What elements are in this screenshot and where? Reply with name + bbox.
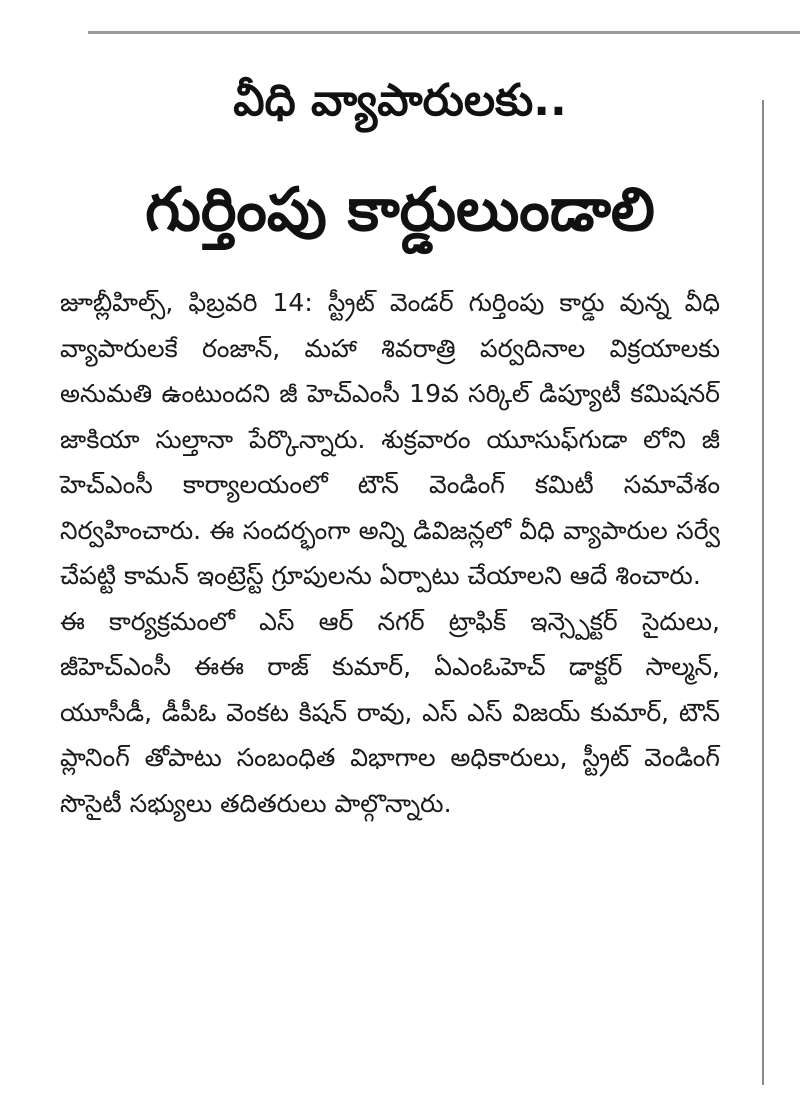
- article-title: గుర్తింపు కార్డులుండాలి: [145, 175, 655, 245]
- column-rule: [762, 100, 764, 1085]
- top-rule: [88, 31, 800, 34]
- article-body: [60, 280, 720, 826]
- article-paragraph: ఈ కార్యక్రమంలో ఎస్ ఆర్ నగర్ ట్రాఫిక్ ఇన్స్పెక్టర్ సైదులు, జీహెచ్ఎంసీ ఈఈ రాజ్ కుమార్, ఏఎంఓహెచ్ డాక్టర్ సాల్మన్, యూసీడీ, డీపీఓ వెంకట కిషన్ రావు, ఎస్ ఎస్ విజయ్ కుమార్, టౌన్ ప్లానింగ్ తోపాటు సంబంధిత విభాగాల అధికారులు, స్ట్రీట్ వెండింగ్ సొసైటీ సభ్యులు తదితరులు పాల్గొన్నారు.: [60, 606, 720, 818]
- article-paragraph: జూబ్లీహిల్స్, ఫిబ్రవరి 14: స్ట్రీట్ వెండర్ గుర్తింపు కార్డు వున్న వీధి వ్యాపారులకే రంజాన్, మహా శివరాత్రి పర్వదినాల విక్రయాలకు అనుమతి ఉంటుందని జీ హెచ్ఎంసీ 19వ సర్కిల్ డిప్యూటీ కమిషనర్ జాకియా సుల్తానా పేర్కొన్నారు. శుక్రవారం యూసుఫ్‌గుడా లోని జీ హెచ్ఎంసీ కార్యాలయంలో టౌన్ వెండింగ్ కమిటీ సమావేశం నిర్వహించారు. ఈ సందర్భంగా అన్ని డివిజన్లలో వీధి వ్యాపారుల సర్వే చేపట్టి కామన్ ఇంట్రెస్ట్ గ్రూపులను ఏర్పాటు చేయాలని ఆదే శించారు.: [60, 288, 720, 590]
- article-kicker: వీధి వ్యాపారులకు..: [233, 75, 567, 126]
